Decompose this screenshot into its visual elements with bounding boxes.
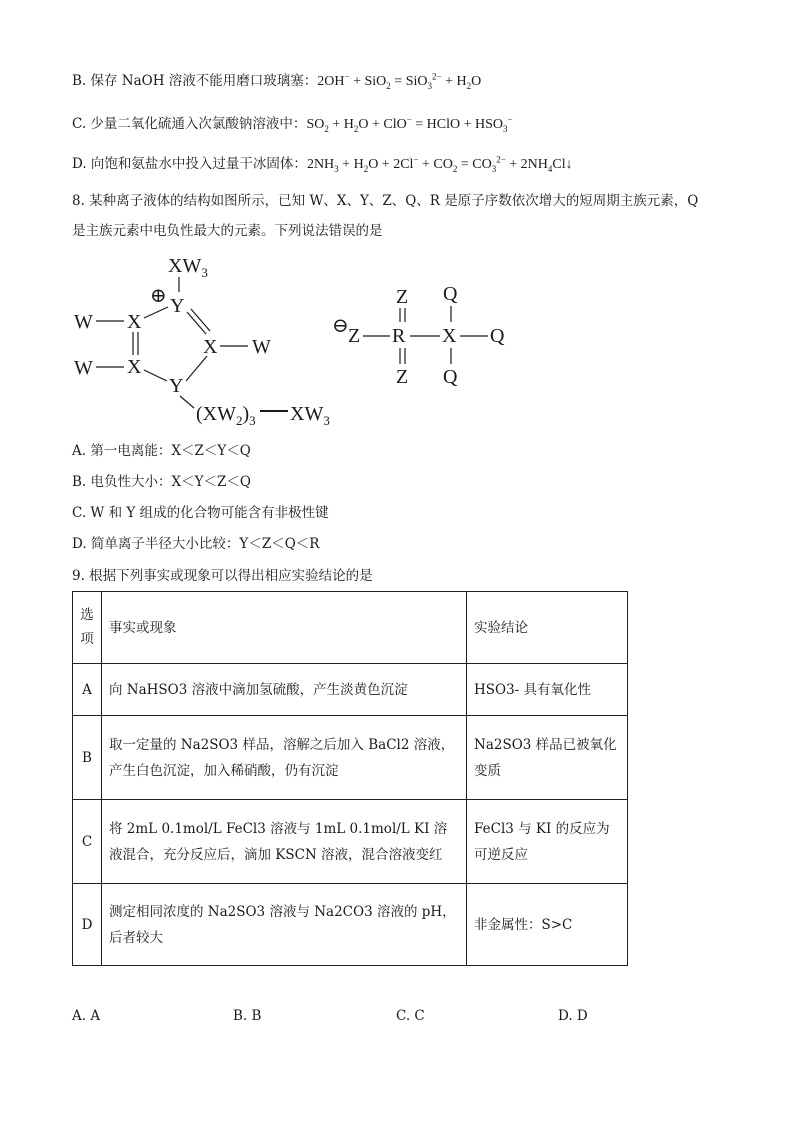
table-header-row — [73, 592, 628, 664]
q9-table — [72, 591, 628, 966]
svg-text:Z: Z — [348, 325, 361, 347]
row-fact: 取一定量的 Na2SO3 样品，溶解之后加入 BaCl2 溶液，产生白色沉淀，加入稀硝酸，仍有沉淀 — [102, 716, 467, 800]
q7-option-d-equation: $2NH_3 + H_2O + 2Cl^- + CO_2 = CO_3^{2-}$ + $2NH_4Cl↓$ — [306, 154, 573, 174]
anion-structure — [332, 283, 505, 388]
svg-text:W: W — [74, 357, 93, 379]
q9-choice-d: D. D — [558, 1008, 588, 1024]
svg-text:X: X — [127, 311, 142, 333]
svg-text:W: W — [252, 336, 271, 358]
q9-choice-c: C. C — [396, 1008, 425, 1024]
q8-stem-line1: 8. 某种离子液体的结构如图所示，已知 W、X、Y、Z、Q、R 是原子序数依次增大的短周期主族元素，Q — [72, 193, 699, 209]
svg-text:XW3: $XW_3$ — [168, 255, 208, 280]
q8-stem-line2: 是主族元素中电负性最大的元素。下列说法错误的是 — [72, 223, 383, 239]
row-option: C — [73, 800, 102, 884]
svg-text:R: R — [392, 325, 406, 347]
svg-text:Q: Q — [490, 325, 505, 347]
header-option: 选项 — [73, 592, 102, 664]
row-fact: 测定相同浓度的 Na2SO3 溶液与 Na2CO3 溶液的 pH，后者较大 — [102, 884, 467, 966]
row-conclusion: FeCl3 与 KI 的反应为可逆反应 — [467, 800, 628, 884]
q8-option-d: D. 简单离子半径大小比较：Y＜Z＜Q＜R — [72, 536, 320, 552]
row-conclusion: 非金属性：S>C — [467, 884, 628, 966]
q8-option-c: C. W 和 Y 组成的化合物可能含有非极性键 — [72, 505, 329, 521]
row-fact: 将 2mL 0.1mol/L FeCl3 溶液与 1mL 0.1mol/L KI 溶液混合，充分反应后，滴加 KSCN 溶液，混合溶液变红 — [102, 800, 467, 884]
row-option: D — [73, 884, 102, 966]
table-row — [73, 664, 628, 716]
header-conclusion: 实验结论 — [467, 592, 628, 664]
svg-text:X: X — [442, 325, 457, 347]
q7-option-c-text: C. 少量二氧化硫通入次氯酸钠溶液中： — [72, 116, 307, 132]
svg-text:X: X — [203, 336, 218, 358]
table-row — [73, 716, 628, 800]
svg-text:Q: Q — [443, 283, 458, 305]
q7-option-d — [72, 155, 573, 174]
row-fact: 向 NaHSO3 溶液中滴加氢硫酸，产生淡黄色沉淀 — [102, 664, 467, 716]
row-conclusion: HSO3- 具有氧化性 — [467, 664, 628, 716]
row-conclusion: Na2SO3 样品已被氧化变质 — [467, 716, 628, 800]
q7-option-c — [72, 115, 513, 134]
q9-choice-b: B. B — [233, 1008, 262, 1024]
q7-option-b-text: B. 保存 NaOH 溶液不能用磨口玻璃塞： — [72, 73, 318, 89]
row-option: B — [73, 716, 102, 800]
svg-text:⊕: ⊕ — [150, 285, 167, 307]
header-fact: 事实或现象 — [102, 592, 467, 664]
svg-text:⊖: ⊖ — [332, 315, 349, 337]
cation-structure — [74, 255, 330, 428]
q7-option-b — [72, 72, 481, 91]
svg-text:Z: Z — [396, 286, 409, 308]
svg-text:(XW2)3: $(XW_2)_3$ — [196, 403, 256, 428]
table-row — [73, 800, 628, 884]
ionic-liquid-structure — [60, 250, 530, 430]
table-row — [73, 884, 628, 966]
q7-option-b-equation: $2OH^- + SiO_2 = SiO_3^{2-} + H_2O$ — [317, 71, 482, 91]
q7-option-d-text: D. 向饱和氨盐水中投入过量干冰固体： — [72, 156, 307, 172]
svg-text:Z: Z — [396, 366, 409, 388]
svg-text:Y: Y — [170, 295, 185, 317]
svg-text:Y: Y — [169, 375, 184, 397]
q9-choice-a: A. A — [72, 1008, 101, 1024]
q8-option-a: A. 第一电离能：X＜Z＜Y＜Q — [72, 443, 251, 459]
q9-stem: 9. 根据下列事实或现象可以得出相应实验结论的是 — [72, 568, 373, 584]
q7-option-c-equation: $SO_2 + H_2O + ClO^-$ = HClO + $HSO_3^-$ — [306, 114, 513, 134]
svg-text:X: X — [127, 356, 142, 378]
row-option: A — [73, 664, 102, 716]
q8-option-b: B. 电负性大小：X＜Y＜Z＜Q — [72, 474, 251, 490]
svg-text:Q: Q — [443, 366, 458, 388]
svg-text:XW3: $XW_3$ — [290, 403, 330, 428]
svg-text:W: W — [74, 311, 93, 333]
